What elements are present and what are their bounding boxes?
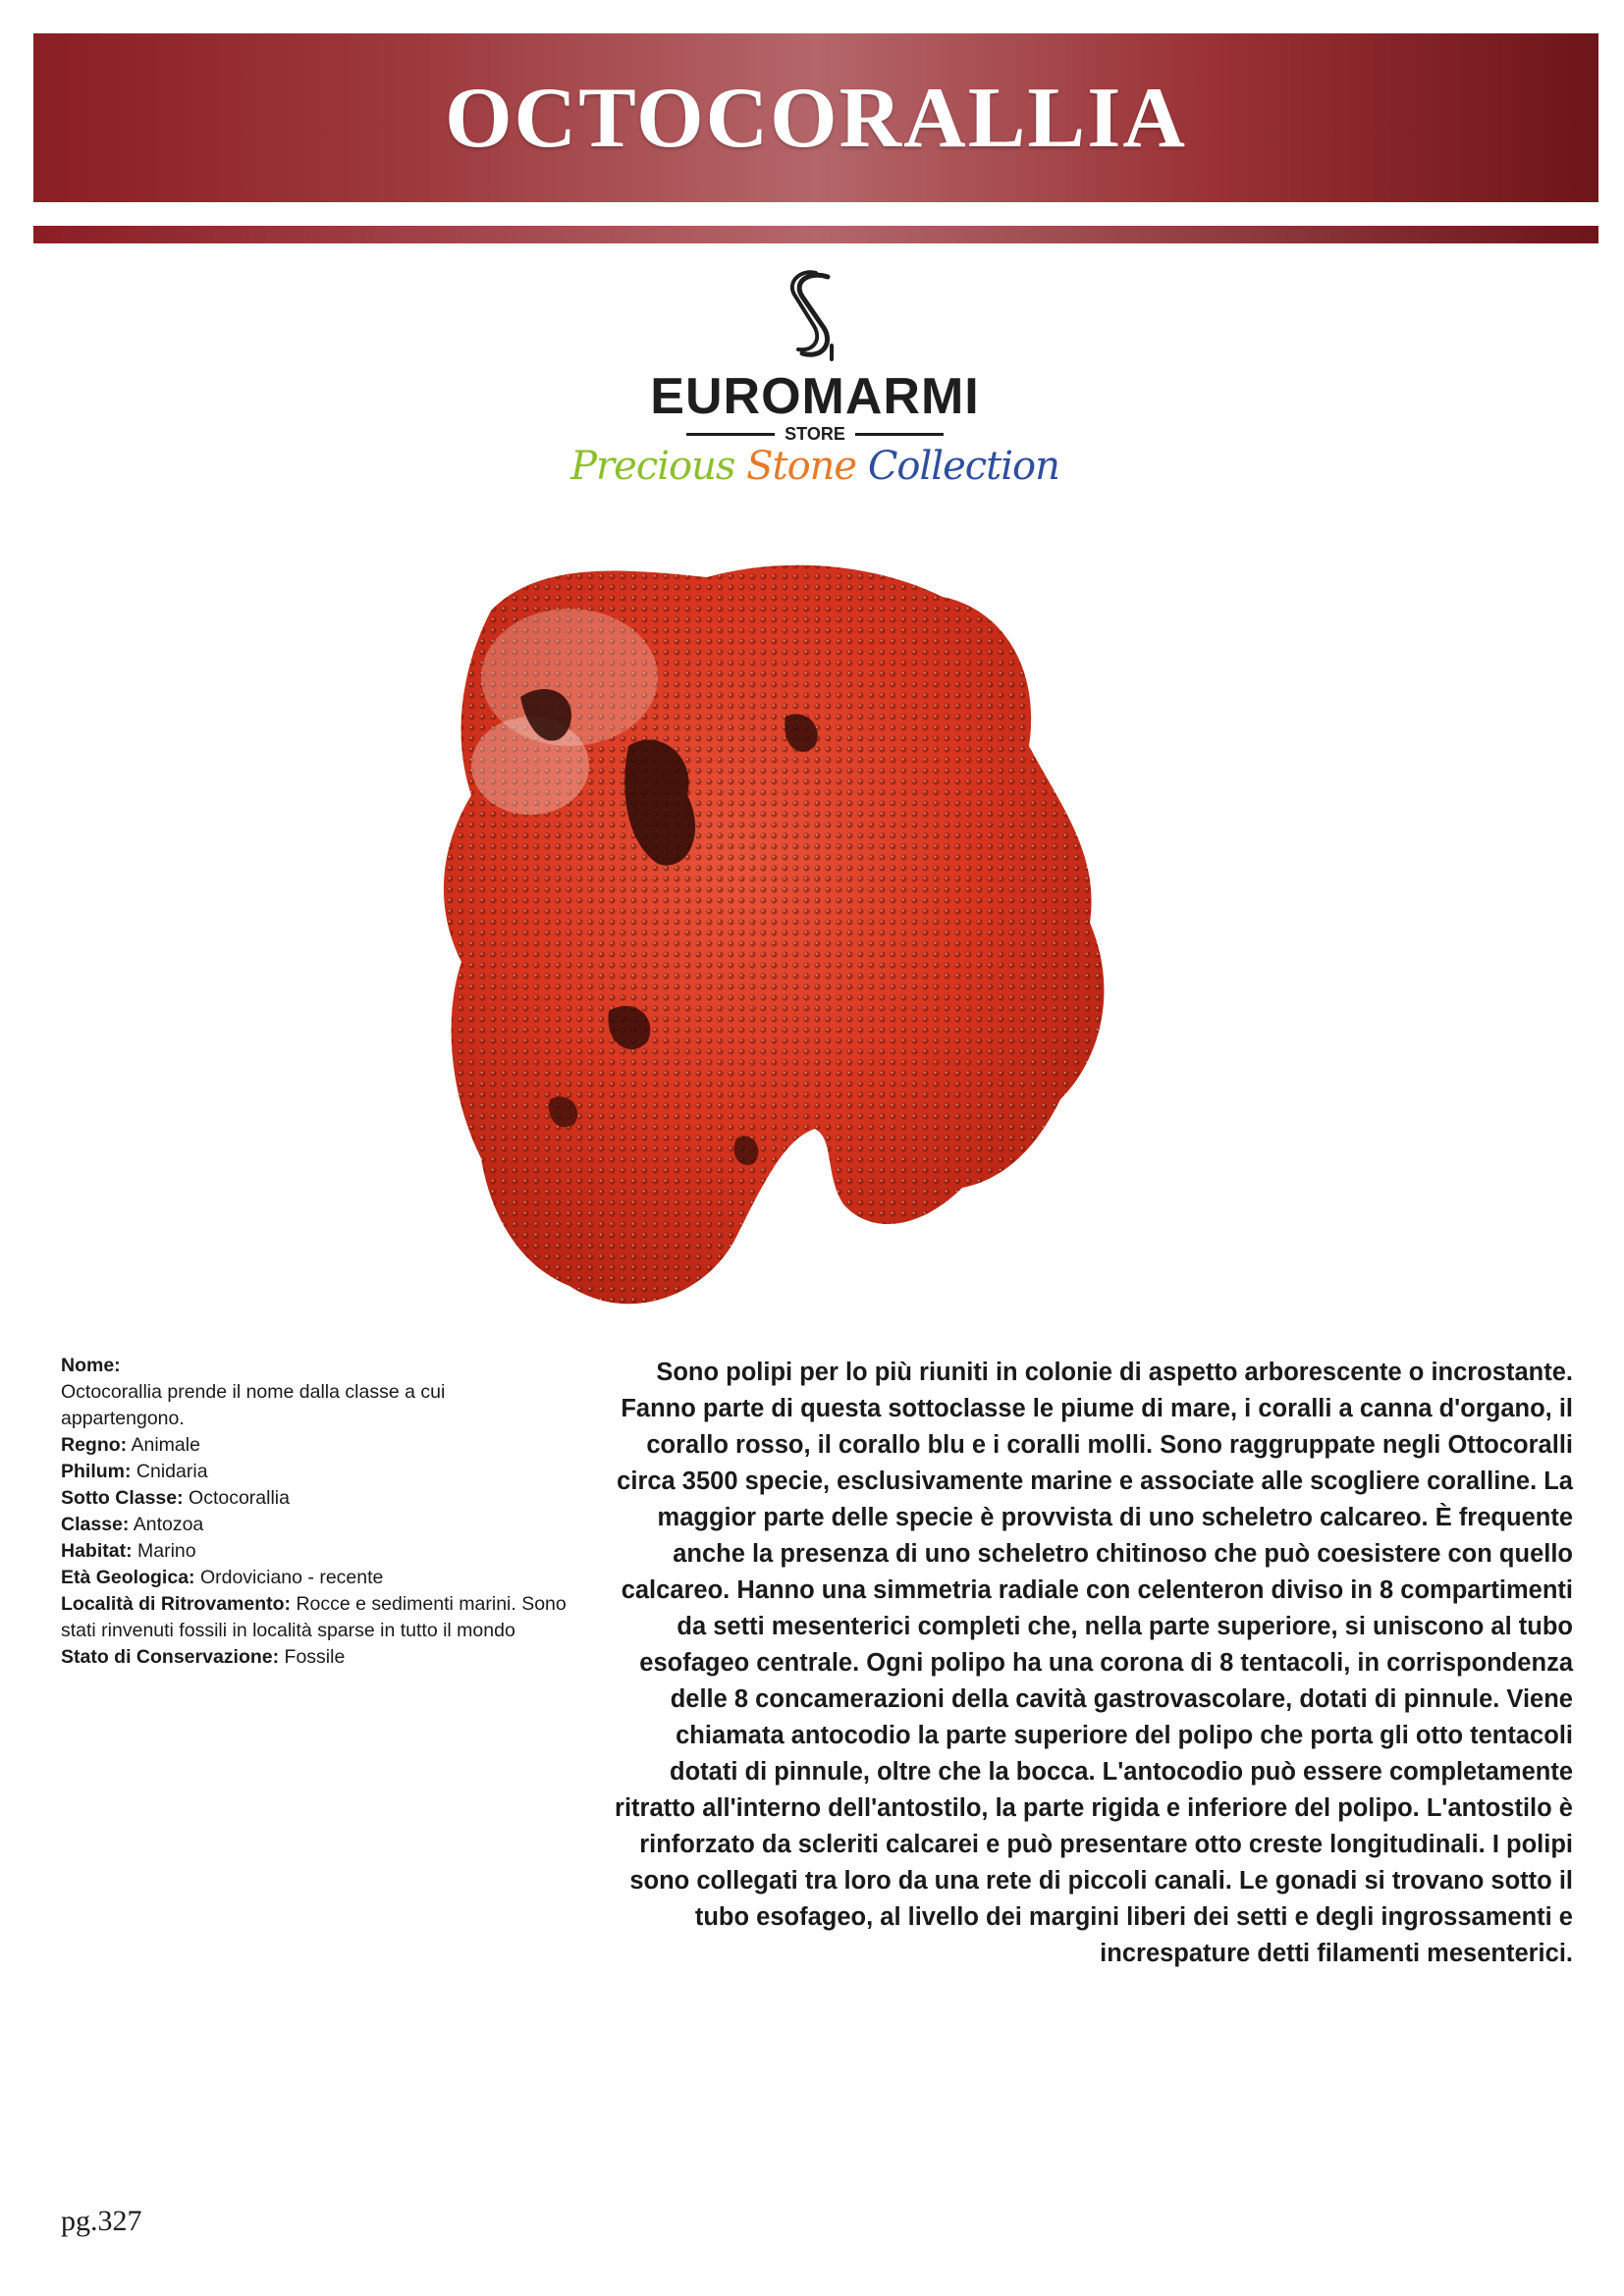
spec-row-sotto-classe: Sotto Classe: Octocorallia bbox=[61, 1487, 290, 1509]
red-coral-specimen-photo bbox=[412, 550, 1159, 1335]
header-divider bbox=[33, 226, 1598, 243]
spec-row-philum: Philum: Cnidaria bbox=[61, 1461, 208, 1482]
collection-tagline bbox=[550, 444, 1080, 489]
subtitle-line-left bbox=[686, 433, 775, 436]
brand-subtitle: STORE bbox=[785, 424, 845, 444]
brand-name: EUROMARMI bbox=[650, 368, 980, 425]
euromarmi-s-logo-icon bbox=[781, 267, 849, 365]
spec-row-habitat: Habitat: Marino bbox=[61, 1540, 196, 1562]
spec-row-nome: Nome: bbox=[61, 1355, 121, 1376]
spec-row-regno: Regno: Animale bbox=[61, 1434, 200, 1456]
spec-row-classe: Classe: Antozoa bbox=[61, 1514, 204, 1535]
spec-row-eta-geologica: Età Geologica: Ordoviciano - recente bbox=[61, 1567, 384, 1588]
specimen-details bbox=[61, 1353, 571, 1671]
brand-subtitle-row bbox=[648, 424, 982, 445]
spec-row-conservazione: Stato di Conservazione: Fossile bbox=[61, 1646, 346, 1668]
spec-row-nome-value: Octocorallia prende il nome dalla classe a cui appartengono. bbox=[61, 1381, 446, 1429]
tagline-word-stone: Stone bbox=[746, 444, 857, 489]
tagline-word-collection: Collection bbox=[867, 444, 1059, 489]
brand-logo bbox=[648, 267, 982, 445]
title-banner bbox=[33, 33, 1598, 202]
tagline-word-precious: Precious bbox=[570, 444, 735, 489]
subtitle-line-right bbox=[855, 433, 944, 436]
page-number: pg.327 bbox=[61, 2205, 142, 2237]
spec-row-localita: Località di Ritrovamento: Rocce e sedimenti marini. Sono stati rinvenuti fossili in località sparse in tutto il mondo bbox=[61, 1593, 567, 1641]
page-title: OCTOCORALLIA bbox=[445, 70, 1187, 166]
description-paragraph: Sono polipi per lo più riuniti in colonie di aspetto arborescente o incrostante. Fanno parte di questa sottoclasse le piume di mare, i coralli a canna d'organo, il corallo rosso, il corallo blu e i coralli molli. Sono raggruppate negli Ottocoralli circa 3500 specie, esclusivamente marine e associate alle scogliere coralline. La maggior parte delle specie è provvista di uno scheletro calcareo. È frequente anche la presenza di uno scheletro chitinoso che può coesistere con quello calcareo. Hanno una simmetria radiale con celenteron diviso in 8 compartimenti da setti mesenterici completi che, nella parte superiore, si uniscono al tubo esofageo centrale. Ogni polipo ha una corona di 8 tentacoli, in corrispondenza delle 8 concamerazioni della cavità gastrovascolare, dotati di pinnule. Viene chiamata antocodio la parte superiore del polipo che porta gli otto tentacoli dotati di pinnule, oltre che la bocca. L'antocodio può essere completamente ritratto all'interno dell'antostilo, la parte rigida e inferiore del polipo. L'antostilo è rinforzato da scleriti calcarei e può presentare otto creste longitudinali. I polipi sono collegati tra loro da una rete di piccoli canali. Le gonadi si trovano sotto il tubo esofageo, al livello dei margini liberi dei setti e degli ingrossamenti e increspature detti filamenti mesenterici. bbox=[615, 1359, 1573, 1967]
